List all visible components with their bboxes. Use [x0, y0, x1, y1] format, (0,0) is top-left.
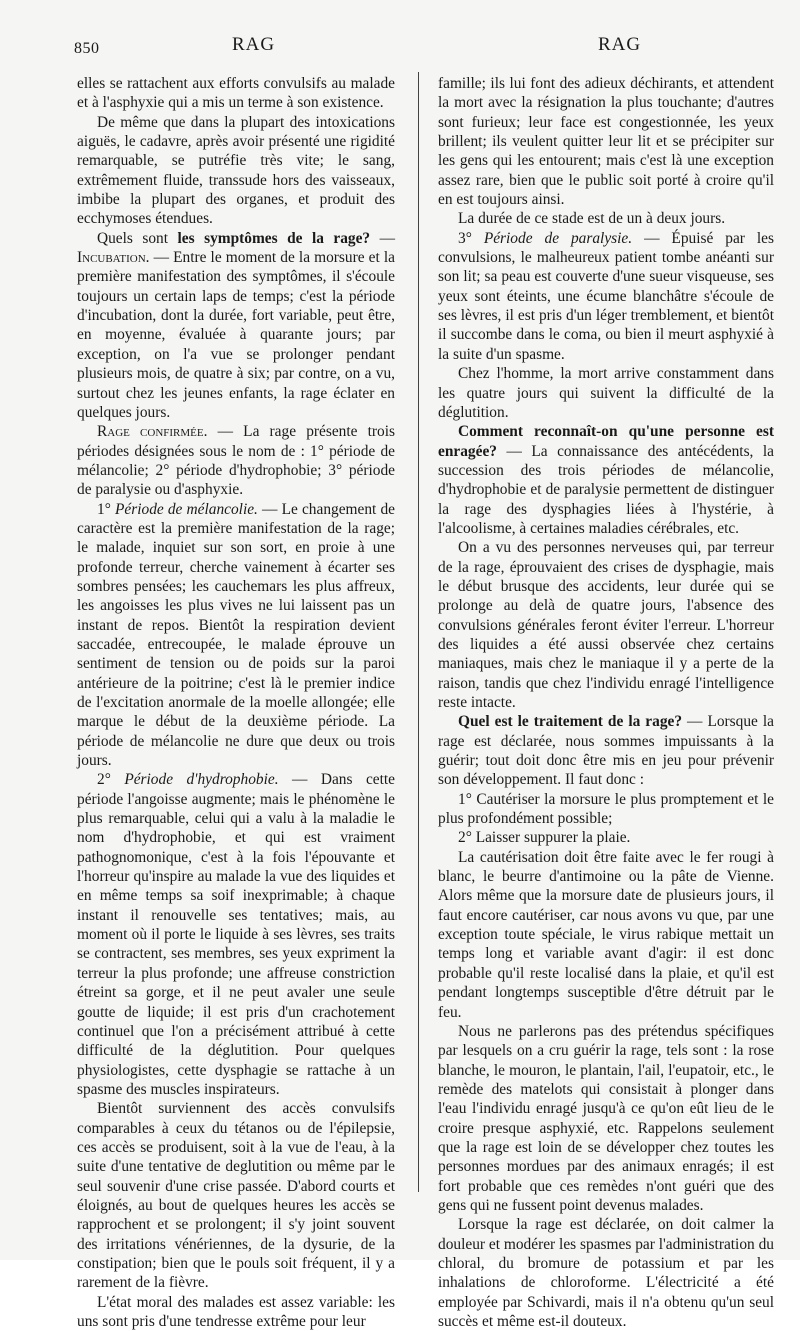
dash: — [370, 229, 396, 247]
paragraph-text: — Entre le moment de la morsure et la première manifestation des symptômes, il s'écoule toujours un certain laps de temps; c'est la période d'incubation, dont la durée, fort variable, peut être, en moyenne, évaluée à quarante jours; par exception, on l'a vue se prolonger pendant plusieurs mois, de quatre à six; par contre, on a vu, surtout chez les jeunes enfants, la rage éclater en quelques jours. [77, 249, 395, 421]
paragraph: L'état moral des malades est assez variable: les uns sont pris d'une tendresse extrême pour leur [77, 1293, 395, 1330]
paragraph-hydrophobie [77, 770, 395, 1099]
paragraph-treatment [438, 712, 774, 789]
period-label: Période de paralysie. [483, 229, 633, 247]
paragraph-text: — Le changement de caractère est la première manifestation de la rage; le malade, inquiet sur son sort, en proie à une profonde terreur, cherche vainement à écarter ses sombres pensées; les cauchemars les plus affreux, les angoisses les plus vives ne lui laissent pas un instant de repos. Bientôt la respiration devient saccadée, entrecoupée, le malade éprouve un sentiment de tension ou de poids sur la paroi antérieure de la poitrine; c'est là le premier indice de l'excitation anormale de la moelle allongée; elle marque le début de la deuxième période. La période de mélancolie ne dure que deux ou trois jours. [77, 500, 395, 770]
running-head-left: RAG [232, 34, 276, 55]
left-column [77, 74, 395, 1331]
paragraph-text: — La rage présente trois périodes désignées sous le nom de : 1° période de mélancolie; 2° période d'hydrophobie; 3° période de paralysie ou d'asphyxie. [77, 423, 395, 499]
paragraph-text: — Lorsque la rage est déclarée, nous sommes impuissants à la guérir; tout doit donc être mis en jeu pour prévenir son développement. Il faut donc : [438, 713, 774, 789]
paragraph-paralysie [438, 229, 774, 364]
paragraph-diagnosis [438, 422, 774, 538]
paragraph-melancolie [77, 500, 395, 771]
paragraph: De même que dans la plupart des intoxications aiguës, le cadavre, après avoir présenté une rigidité remarquable, se putréfie très vite; le sang, extrêmement fluide, transsude hors des vaisseaux, imbibe la plupart des organes, et produit des ecchymoses étendues. [77, 113, 395, 228]
list-item: 1° Cautériser la morsure le plus promptement et le plus profondément possible; [438, 790, 774, 828]
list-item: 2° Laisser suppurer la plaie. [458, 829, 631, 847]
paragraph: La cautérisation doit être faite avec le fer rougi à blanc, le beurre d'antimoine ou la pâte de Vienne. Alors même que la morsure date de plusieurs jours, il faut encore cautériser, car nous avons vu que, par une exception toute spéciale, le virus rabique mettait un temps long et variable avant d'agir: il est donc probable qu'il reste localisé dans la plaie, et qu'il est pendant longtemps susceptible d'être détruit par le feu. [438, 848, 774, 1021]
period-number: 2° [97, 771, 125, 789]
question-heading: les symptômes de la rage? [177, 229, 371, 247]
paragraph-rage-confirmee [77, 422, 395, 499]
paragraph: Lorsque la rage est déclarée, on doit calmer la douleur et modérer les spasmes par l'administration du chloral, du bromure de potassium et par les inhalations de chloroforme. L'électricité a été employée par Schivardi, mais il n'a obtenu qu'un seul succès et même est-il douteux. [438, 1216, 774, 1330]
running-head-right: RAG [598, 34, 642, 55]
paragraph: famille; ils lui font des adieux déchirants, et attendent la mort avec la résignation la plus touchante; d'autres sont furieux; leur face est congestionnée, les yeux brillent; ils veulent quitter leur lit et se précipiter sur les gens qui les entourent; mais c'est là une exception assez rare, bien que le public soit porté à croire qu'il en est toujours ainsi. [438, 75, 774, 209]
paragraph-text: — Dans cette période l'angoisse augmente; mais le phénomène le plus remarquable, celui qui a valu à la maladie le nom d'hydrophobie, et qui est vraiment pathognomonique, c'est à la fois l'épouvante et l'horreur qu'inspire au malade la vue des liquides et en même temps sa soif inexprimable; à chaque instant il renouvelle ses tentatives; mais, au moment où il porte le liquide à ses lèvres, ses traits se contractent, ses membres, ses yeux expriment la terreur la plus profonde; une affreuse constriction étreint sa gorge, et il ne peut avaler une seule goutte de liquide; il est pris d'un crachotement continuel que l'on a précisément attribué à cette difficulté de la déglutition. Pour quelques physiologistes, cette dysphagie se rattache à un spasme des muscles inspirateurs. [77, 771, 395, 1098]
section-label: Incubation. [77, 249, 150, 267]
period-label: Période d'hydrophobie. [124, 771, 279, 789]
period-number: 3° [458, 229, 484, 247]
question-heading: Quel est le traitement de la rage? [458, 713, 683, 731]
period-label: Période de mélancolie. [115, 500, 258, 518]
section-label: Rage confirmée. [97, 423, 208, 441]
question-lead: Quels sont [97, 229, 178, 247]
paragraph: Nous ne parlerons pas des prétendus spécifiques par lesquels on a cru guérir la rage, tels sont : la rose blanche, le mouron, le plantain, l'ail, l'eupatoir, etc., le remède des matelots qui consistait à plonger dans l'eau l'individu enragé jusqu'à ce qu'on eût lieu de le croire presque asphyxié, etc. Rappelons seulement que la rage est loin de se développer chez toutes les personnes mordues par des animaux enragés; il est fort probable que ces remèdes n'ont guéri que des gens qui ne fussent point devenus malades. [438, 1022, 774, 1214]
paragraph-text: — La connaissance des antécédents, la succession des trois périodes de mélancolie, d'hydrophobie et de paralysie permettent de distinguer la rage des dysphagies liées à l'hystérie, à l'alcoolisme, à certaines maladies cérébrales, etc. [438, 442, 774, 537]
paragraph-text: — Épuisé par les convulsions, le malheureux patient tombe anéanti sur son lit; sa peau est couverte d'une sueur visqueuse, ses yeux sont éteints, une écume blanchâtre s'écoule de ses lèvres, il est pris d'un léger tremblement, et bientôt il succombe dans le coma, ou bien il meurt asphyxié à la suite d'un spasme. [438, 229, 774, 363]
page-number: 850 [74, 40, 100, 57]
paragraph: On a vu des personnes nerveuses qui, par terreur de la rage, éprouvaient des crises de dysphagie, mais le début brusque des accidents, leur durée qui se prolonge au delà de quatre jours, l'absence des convulsions générales feront éviter l'erreur. L'horreur des liquides a été aussi observée chez certains maniaques, mais chez le maniaque il y a perte de la raison, tandis que chez l'individu enragé l'intelligence reste intacte. [438, 539, 774, 711]
column-divider [418, 72, 419, 1192]
paragraph-symptoms [77, 229, 395, 422]
right-column [438, 74, 774, 1331]
period-number: 1° [97, 500, 115, 518]
paragraph: Bientôt surviennent des accès convulsifs comparables à ceux du tétanos ou de l'épilepsie, ces accès se produisent, soit à la vue de l'eau, à la suite d'une tentative de deglutition ou même par le seul souvenir d'une crise passée. D'abord courts et éloignés, au bout de quelques heures les accès se rapprochent et se prolongent; il s'y joint souvent des irritations vénériennes, de la dysurie, de la constipation; bien que le pouls soit fréquent, il y a rarement de la fièvre. [77, 1100, 395, 1292]
paragraph: La durée de ce stade est de un à deux jours. [458, 210, 726, 228]
question-heading: Comment reconnaît-on qu'une personne est enragée? [438, 423, 774, 460]
paragraph: elles se rattachent aux efforts convulsifs au malade et à l'asphyxie qui a mis un terme à son existence. [77, 75, 395, 112]
paragraph: Chez l'homme, la mort arrive constamment dans les quatre jours qui suivent la difficulté de la déglutition. [438, 365, 774, 421]
